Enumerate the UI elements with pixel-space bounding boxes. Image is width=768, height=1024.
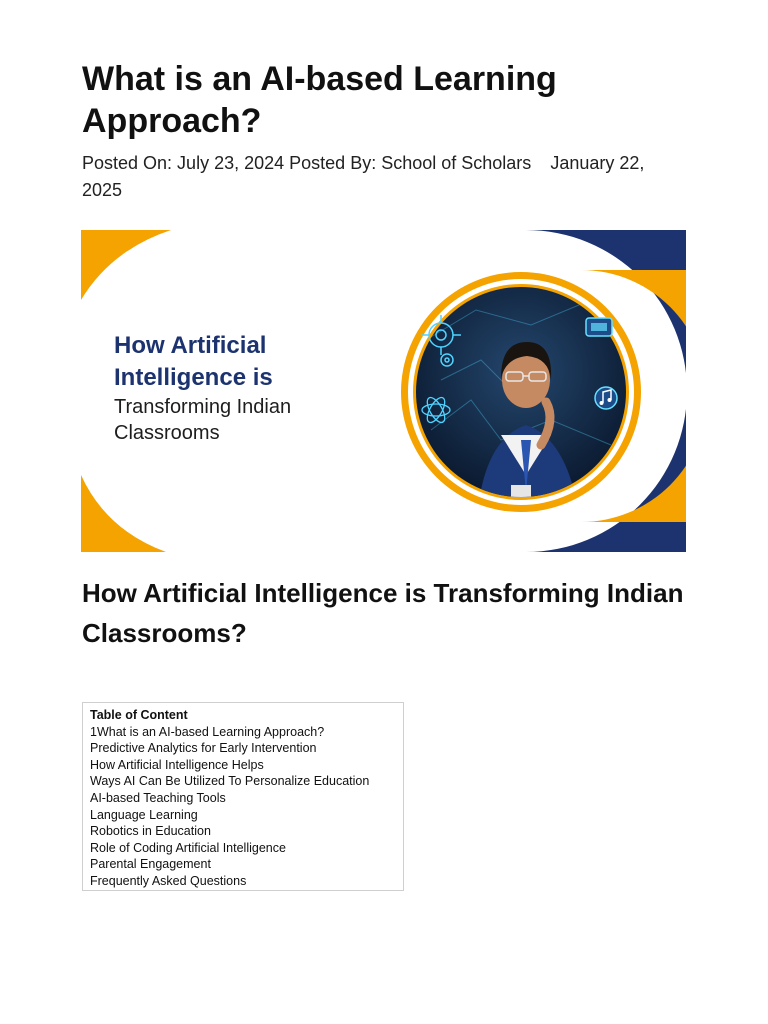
section-heading: How Artificial Intelligence is Transforming Indian Classrooms? (82, 578, 684, 648)
featured-banner (81, 230, 686, 552)
table-of-contents (82, 702, 404, 891)
toc-item[interactable]: How Artificial Intelligence Helps (90, 757, 264, 772)
banner-subline2: Classrooms (114, 422, 220, 444)
orange-corner-bottom (81, 475, 166, 552)
banner-headline (114, 330, 374, 446)
toc-item[interactable]: AI-based Teaching Tools (90, 790, 226, 805)
toc-item[interactable]: Language Learning (90, 807, 198, 822)
toc-item[interactable]: Parental Engagement (90, 857, 211, 872)
posted-on: Posted On: July 23, 2024 (82, 153, 285, 173)
screen-icon (586, 318, 612, 336)
post-meta (82, 150, 682, 204)
toc-item[interactable]: Role of Coding Artificial Intelligence (90, 840, 286, 855)
banner-headline-line1: How Artificial (114, 332, 267, 359)
music-note-icon (595, 387, 617, 409)
article-title: What is an AI-based Learning Approach? (82, 60, 557, 140)
updated-date: January 22, 2025 (82, 153, 645, 200)
toc-list (90, 724, 396, 890)
posted-by: Posted By: School of Scholars (289, 153, 532, 173)
toc-item[interactable]: Ways AI Can Be Utilized To Personalize Education (90, 774, 370, 789)
toc-title: Table of Content (90, 708, 188, 722)
toc-item[interactable]: Predictive Analytics for Early Intervention (90, 741, 317, 756)
banner-subline1: Transforming Indian (114, 396, 292, 418)
toc-item[interactable]: 1What is an AI-based Learning Approach? (90, 724, 325, 739)
toc-item[interactable]: Frequently Asked Questions (90, 873, 247, 888)
banner-headline-line2: Intelligence is (114, 364, 273, 391)
toc-item[interactable]: Robotics in Education (90, 824, 211, 839)
orange-corner-top (81, 230, 171, 300)
